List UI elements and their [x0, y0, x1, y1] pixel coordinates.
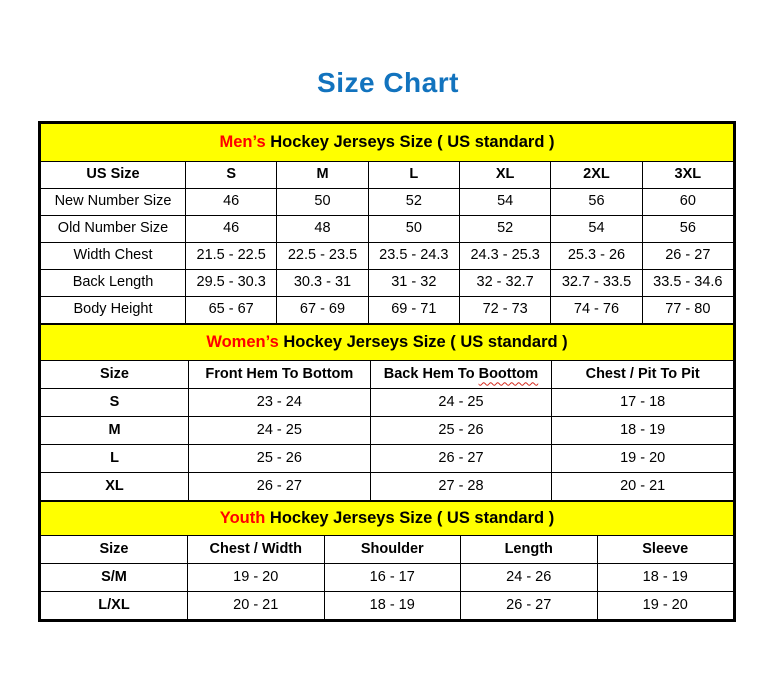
- value-cell: 18 - 19: [597, 564, 734, 592]
- table-row: [41, 445, 734, 473]
- value-cell: 26 - 27: [642, 243, 733, 270]
- column-header-label: Size: [99, 365, 129, 382]
- table-row: [41, 473, 734, 501]
- value-cell: 32 - 32.7: [459, 270, 550, 297]
- column-header-label: S: [226, 166, 236, 183]
- row-label: S: [41, 389, 189, 417]
- column-header: [277, 162, 368, 189]
- value-cell: 69 - 71: [368, 297, 459, 324]
- value-cell: 27 - 28: [370, 473, 552, 501]
- misspelled-word: Boottom: [478, 365, 539, 382]
- value-cell: 20 - 21: [552, 473, 734, 501]
- value-cell: 33.5 - 34.6: [642, 270, 733, 297]
- row-label: Old Number Size: [41, 216, 186, 243]
- table-row: [41, 270, 734, 297]
- column-header-label: Front Hem To Bottom: [205, 365, 354, 382]
- header-row: [41, 536, 734, 564]
- column-header: [186, 162, 277, 189]
- heading-text: Hockey Jerseys Size ( US standard ): [278, 333, 568, 352]
- header-row: [41, 162, 734, 189]
- value-cell: 31 - 32: [368, 270, 459, 297]
- row-label: Back Length: [41, 270, 186, 297]
- column-header-label: Length: [504, 540, 553, 557]
- section-heading-womens: [41, 325, 734, 361]
- value-cell: 56: [642, 216, 733, 243]
- value-cell: 77 - 80: [642, 297, 733, 324]
- column-header: [551, 162, 642, 189]
- section-band-womens: [41, 325, 734, 361]
- value-cell: 19 - 20: [188, 564, 325, 592]
- table-youth: [40, 501, 734, 620]
- column-header: [324, 536, 461, 564]
- section-band-youth: [41, 502, 734, 536]
- value-cell: 21.5 - 22.5: [186, 243, 277, 270]
- column-header: [368, 162, 459, 189]
- value-cell: 24 - 25: [370, 389, 552, 417]
- size-chart-tables: [38, 121, 736, 622]
- value-cell: 24.3 - 25.3: [459, 243, 550, 270]
- column-header-label: L: [409, 166, 419, 183]
- row-label: S/M: [41, 564, 188, 592]
- value-cell: 26 - 27: [370, 445, 552, 473]
- value-cell: 17 - 18: [552, 389, 734, 417]
- value-cell: 46: [186, 216, 277, 243]
- column-header: [41, 162, 186, 189]
- value-cell: 56: [551, 189, 642, 216]
- column-header: [459, 162, 550, 189]
- row-label: Width Chest: [41, 243, 186, 270]
- column-header: [370, 361, 552, 389]
- row-label: L/XL: [41, 592, 188, 620]
- value-cell: 74 - 76: [551, 297, 642, 324]
- table-mens: [40, 123, 734, 324]
- heading-accent: Women’s: [206, 333, 279, 352]
- value-cell: 50: [368, 216, 459, 243]
- column-header-label: 3XL: [674, 166, 702, 183]
- table-womens: [40, 324, 734, 501]
- column-header-label: Size: [99, 540, 129, 557]
- table-row: [41, 592, 734, 620]
- header-row: [41, 361, 734, 389]
- heading-text: Hockey Jerseys Size ( US standard ): [265, 509, 555, 528]
- table-row: [41, 417, 734, 445]
- value-cell: 30.3 - 31: [277, 270, 368, 297]
- value-cell: 52: [459, 216, 550, 243]
- column-header-label: Sleeve: [642, 540, 689, 557]
- value-cell: 25 - 26: [189, 445, 371, 473]
- value-cell: 25 - 26: [370, 417, 552, 445]
- value-cell: 54: [551, 216, 642, 243]
- column-header: [189, 361, 371, 389]
- column-header: [461, 536, 598, 564]
- column-header: [642, 162, 733, 189]
- column-header-label: US Size: [86, 166, 140, 183]
- page-title: Size Chart: [317, 67, 459, 98]
- value-cell: 29.5 - 30.3: [186, 270, 277, 297]
- column-header: [41, 361, 189, 389]
- value-cell: 72 - 73: [459, 297, 550, 324]
- column-header-label: M: [316, 166, 329, 183]
- section-heading-mens: [41, 124, 734, 162]
- value-cell: 60: [642, 189, 733, 216]
- value-cell: 23 - 24: [189, 389, 371, 417]
- heading-accent: Men’s: [219, 133, 266, 152]
- value-cell: 23.5 - 24.3: [368, 243, 459, 270]
- heading-accent: Youth: [219, 509, 266, 528]
- value-cell: 24 - 25: [189, 417, 371, 445]
- row-label: New Number Size: [41, 189, 186, 216]
- value-cell: 22.5 - 23.5: [277, 243, 368, 270]
- value-cell: 65 - 67: [186, 297, 277, 324]
- heading-text: Hockey Jerseys Size ( US standard ): [265, 133, 555, 152]
- value-cell: 19 - 20: [597, 592, 734, 620]
- table-row: [41, 189, 734, 216]
- column-header: [597, 536, 734, 564]
- table-row: [41, 243, 734, 270]
- value-cell: 24 - 26: [461, 564, 598, 592]
- table-row: [41, 297, 734, 324]
- section-heading-youth: [41, 502, 734, 536]
- column-header-label: XL: [495, 166, 515, 183]
- value-cell: 52: [368, 189, 459, 216]
- table-row: [41, 389, 734, 417]
- section-band-mens: [41, 124, 734, 162]
- value-cell: 46: [186, 189, 277, 216]
- column-header-label: Chest / Width: [209, 540, 302, 557]
- value-cell: 26 - 27: [461, 592, 598, 620]
- column-header: [552, 361, 734, 389]
- row-label: M: [41, 417, 189, 445]
- row-label: XL: [41, 473, 189, 501]
- value-cell: 48: [277, 216, 368, 243]
- value-cell: 18 - 19: [324, 592, 461, 620]
- column-header-label: Shoulder: [360, 540, 424, 557]
- column-header-label: Chest / Pit To Pit: [585, 365, 700, 382]
- table-row: [41, 564, 734, 592]
- value-cell: 20 - 21: [188, 592, 325, 620]
- value-cell: 18 - 19: [552, 417, 734, 445]
- value-cell: 16 - 17: [324, 564, 461, 592]
- value-cell: 26 - 27: [189, 473, 371, 501]
- column-header: [41, 536, 188, 564]
- table-row: [41, 216, 734, 243]
- row-label: L: [41, 445, 189, 473]
- value-cell: 50: [277, 189, 368, 216]
- column-header-label: 2XL: [583, 166, 610, 183]
- value-cell: 67 - 69: [277, 297, 368, 324]
- value-cell: 32.7 - 33.5: [551, 270, 642, 297]
- value-cell: 25.3 - 26: [551, 243, 642, 270]
- column-header-label: Back Hem To: [383, 365, 479, 382]
- value-cell: 19 - 20: [552, 445, 734, 473]
- column-header: [188, 536, 325, 564]
- row-label: Body Height: [41, 297, 186, 324]
- value-cell: 54: [459, 189, 550, 216]
